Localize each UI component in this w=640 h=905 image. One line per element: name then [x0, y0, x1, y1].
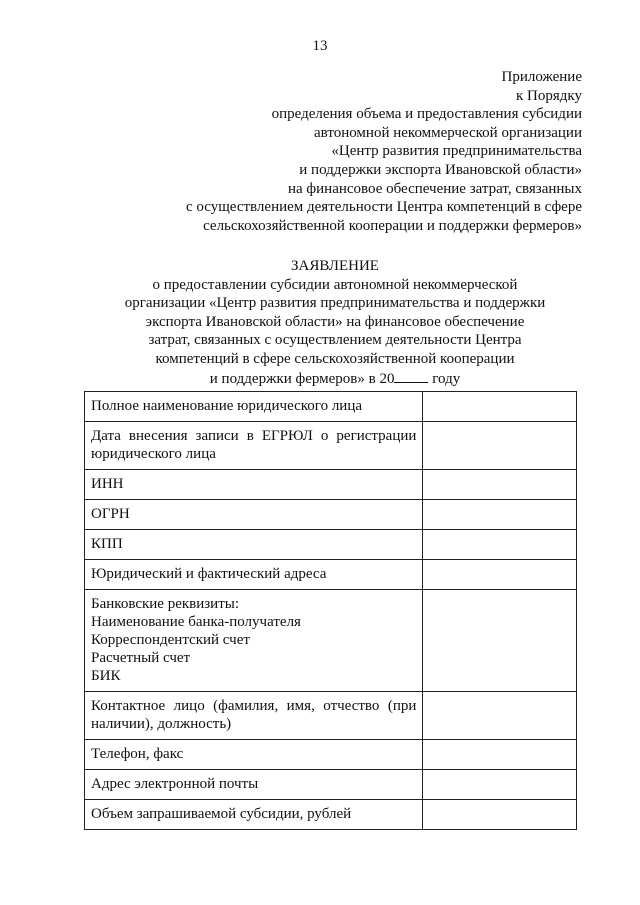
field-value-cell[interactable] — [423, 530, 577, 560]
field-value-cell[interactable] — [423, 800, 577, 830]
title-line-suffix: году — [428, 370, 461, 387]
application-form-table — [84, 391, 577, 830]
field-label: Банковские реквизиты: — [91, 596, 240, 612]
field-value-cell[interactable] — [423, 740, 577, 770]
appendix-line: и поддержки экспорта Ивановской области» — [299, 161, 582, 178]
field-label-cell — [85, 470, 423, 500]
field-label: Полное наименование юридического лица — [91, 398, 363, 414]
field-label: Контактное лицо (фамилия, имя, отчество (при наличии), должность) — [91, 698, 417, 732]
field-sublabel: Наименование банка-получателя — [91, 614, 301, 630]
field-value-cell[interactable] — [423, 560, 577, 590]
field-sublabel: Корреспондентский счет — [91, 632, 250, 648]
field-value-cell[interactable] — [423, 770, 577, 800]
document-title — [60, 257, 610, 388]
field-label: Адрес электронной почты — [91, 776, 259, 792]
field-label: Телефон, факс — [91, 746, 184, 762]
table-row — [85, 422, 577, 470]
appendix-line: «Центр развития предпринимательства — [331, 143, 582, 160]
year-blank[interactable] — [394, 369, 428, 383]
field-label-cell — [85, 692, 423, 740]
table-row — [85, 590, 577, 692]
field-label: Юридический и фактический адреса — [91, 566, 327, 582]
field-label-cell — [85, 800, 423, 830]
field-label: КПП — [91, 536, 123, 552]
title-line: экспорта Ивановской области» на финансовое обеспечение — [145, 313, 525, 330]
appendix-line: автономной некоммерческой организации — [313, 124, 582, 141]
table-row — [85, 692, 577, 740]
field-label-cell — [85, 770, 423, 800]
field-value-cell[interactable] — [423, 422, 577, 470]
table-row — [85, 740, 577, 770]
table-row — [85, 530, 577, 560]
page-number: 13 — [312, 38, 328, 54]
table-row — [85, 560, 577, 590]
table-row — [85, 392, 577, 422]
field-label-cell — [85, 392, 423, 422]
table-row — [85, 470, 577, 500]
field-label: Дата внесения записи в ЕГРЮЛ о регистрации юридического лица — [91, 428, 417, 462]
appendix-line: сельскохозяйственной кооперации и поддержки фермеров» — [203, 217, 582, 234]
table-row — [85, 500, 577, 530]
title-heading: ЗАЯВЛЕНИЕ — [291, 258, 379, 274]
title-line: затрат, связанных с осуществлением деятельности Центра — [148, 332, 522, 349]
field-label-cell — [85, 560, 423, 590]
table-row — [85, 800, 577, 830]
field-label-cell — [85, 500, 423, 530]
field-label: ИНН — [91, 476, 124, 492]
table-row — [85, 770, 577, 800]
title-line-last — [60, 369, 610, 389]
title-line-prefix: и поддержки фермеров» в 20 — [209, 370, 395, 387]
appendix-line: определения объема и предоставления субсидии — [271, 106, 582, 123]
appendix-line: с осуществлением деятельности Центра компетенций в сфере — [186, 199, 582, 216]
title-line: компетенций в сфере сельскохозяйственной кооперации — [155, 350, 515, 367]
field-value-cell[interactable] — [423, 470, 577, 500]
field-label-cell — [85, 530, 423, 560]
title-line: о предоставлении субсидии автономной некоммерческой — [152, 276, 518, 293]
field-sublabel: Расчетный счет — [91, 650, 191, 666]
field-value-cell[interactable] — [423, 500, 577, 530]
field-label-cell — [85, 740, 423, 770]
appendix-line: Приложение — [501, 69, 582, 85]
field-value-cell[interactable] — [423, 692, 577, 740]
appendix-line: на финансовое обеспечение затрат, связанных — [287, 180, 582, 197]
appendix-header — [162, 68, 582, 235]
field-value-cell[interactable] — [423, 392, 577, 422]
field-label: ОГРН — [91, 506, 130, 522]
field-label: Объем запрашиваемой субсидии, рублей — [91, 806, 352, 822]
field-label-cell — [85, 590, 423, 692]
appendix-line: к Порядку — [516, 87, 582, 104]
field-value-cell[interactable] — [423, 590, 577, 692]
field-sublabel: БИК — [91, 668, 121, 684]
field-label-cell — [85, 422, 423, 470]
title-line: организации «Центр развития предпринимательства и поддержки — [124, 295, 546, 312]
